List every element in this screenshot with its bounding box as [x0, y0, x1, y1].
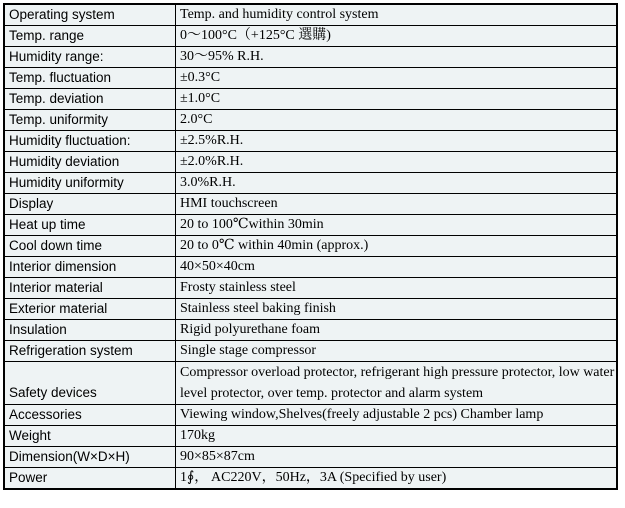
spec-label: Temp. fluctuation — [5, 68, 176, 89]
spec-value: Compressor overload protector, refrigerant high pressure protector, low water level protector, over temp. protector and alarm system — [176, 362, 617, 405]
spec-label: Exterior material — [5, 299, 176, 320]
table-row — [5, 68, 617, 89]
table-row — [5, 110, 617, 131]
table-row — [5, 341, 617, 362]
spec-value: 170kg — [176, 426, 617, 447]
spec-label: Humidity deviation — [5, 152, 176, 173]
spec-value: Rigid polyurethane foam — [176, 320, 617, 341]
spec-value: ±2.0%R.H. — [176, 152, 617, 173]
spec-label: Humidity uniformity — [5, 173, 176, 194]
table-row — [5, 257, 617, 278]
spec-value: Stainless steel baking finish — [176, 299, 617, 320]
spec-label: Temp. range — [5, 26, 176, 47]
table-row — [5, 215, 617, 236]
table-row — [5, 236, 617, 257]
table-row — [5, 447, 617, 468]
spec-label: Power — [5, 468, 176, 489]
spec-label: Insulation — [5, 320, 176, 341]
table-row — [5, 152, 617, 173]
spec-value: ±0.3°C — [176, 68, 617, 89]
table-row — [5, 89, 617, 110]
spec-label: Safety devices — [5, 362, 176, 405]
table-row — [5, 5, 617, 26]
table-row — [5, 26, 617, 47]
spec-value: HMI touchscreen — [176, 194, 617, 215]
table-row — [5, 468, 617, 489]
table-row — [5, 362, 617, 405]
table-row — [5, 47, 617, 68]
spec-table-body — [5, 5, 617, 489]
spec-label: Accessories — [5, 405, 176, 426]
spec-label: Temp. uniformity — [5, 110, 176, 131]
spec-label: Cool down time — [5, 236, 176, 257]
spec-label: Interior dimension — [5, 257, 176, 278]
spec-value: 20 to 0℃ within 40min (approx.) — [176, 236, 617, 257]
spec-value: 40×50×40cm — [176, 257, 617, 278]
spec-value: 30～95% R.H. — [176, 47, 617, 68]
spec-value: Temp. and humidity control system — [176, 5, 617, 26]
spec-value: 90×85×87cm — [176, 447, 617, 468]
spec-label: Refrigeration system — [5, 341, 176, 362]
table-row — [5, 194, 617, 215]
spec-value: 3.0%R.H. — [176, 173, 617, 194]
spec-value: 2.0°C — [176, 110, 617, 131]
spec-label: Interior material — [5, 278, 176, 299]
spec-value: 1∮， AC220V，50Hz，3A (Specified by user) — [176, 468, 617, 489]
spec-value: 20 to 100℃within 30min — [176, 215, 617, 236]
table-row — [5, 426, 617, 447]
spec-label: Temp. deviation — [5, 89, 176, 110]
spec-value: 0～100°C（+125°C 選購) — [176, 26, 617, 47]
table-row — [5, 173, 617, 194]
spec-value: Viewing window,Shelves(freely adjustable 2 pcs) Chamber lamp — [176, 405, 617, 426]
spec-label: Display — [5, 194, 176, 215]
table-row — [5, 320, 617, 341]
spec-label: Humidity range: — [5, 47, 176, 68]
table-row — [5, 278, 617, 299]
spec-label: Heat up time — [5, 215, 176, 236]
spec-label: Dimension(W×D×H) — [5, 447, 176, 468]
spec-label: Humidity fluctuation: — [5, 131, 176, 152]
spec-value: Single stage compressor — [176, 341, 617, 362]
table-row — [5, 405, 617, 426]
spec-label: Operating system — [5, 5, 176, 26]
spec-value: ±1.0°C — [176, 89, 617, 110]
table-row — [5, 131, 617, 152]
spec-value: ±2.5%R.H. — [176, 131, 617, 152]
spec-label: Weight — [5, 426, 176, 447]
table-row — [5, 299, 617, 320]
spec-value: Frosty stainless steel — [176, 278, 617, 299]
spec-table — [4, 4, 617, 489]
